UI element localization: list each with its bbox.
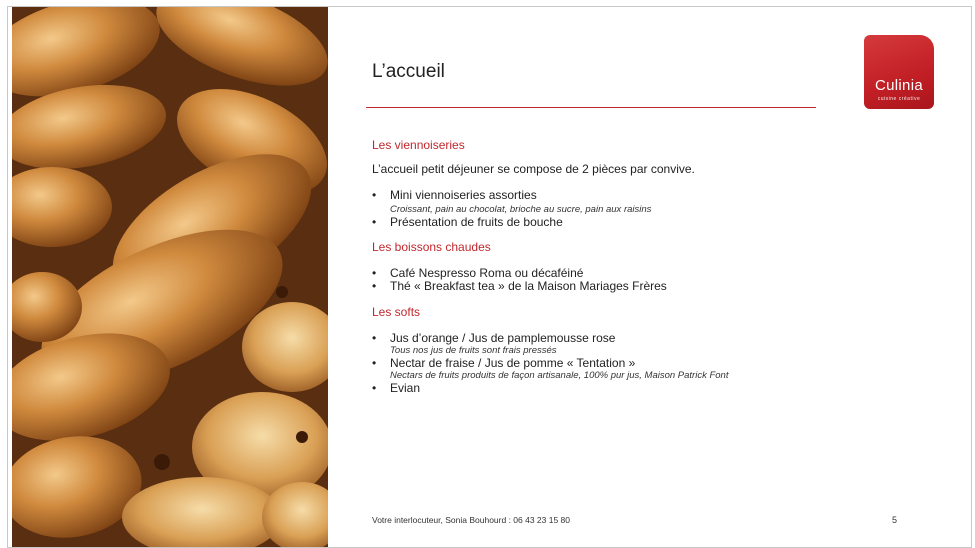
section-heading-boissons: Les boissons chaudes [372, 240, 491, 254]
list-item-note: Croissant, pain au chocolat, brioche au sucre, pain aux raisins [390, 204, 652, 215]
section-heading-softs: Les softs [372, 305, 421, 319]
footer-contact: Votre interlocuteur, Sonia Bouhourd : 06 43 23 15 80 [372, 515, 571, 525]
list-item-text: Jus d’orange / Jus de pamplemousse rose [390, 331, 616, 345]
list-item [372, 279, 667, 293]
list-item-note: Nectars de fruits produits de façon artisanale, 100% pur jus, Maison Patrick Font [390, 370, 729, 381]
list-item-text: Présentation de fruits de bouche [390, 215, 563, 229]
list-item [372, 215, 563, 229]
culinia-logo [864, 35, 934, 109]
list-item-text: Thé « Breakfast tea » de la Maison Mariages Frères [390, 279, 667, 293]
page-number: 5 [892, 515, 898, 525]
list-item-text: Mini viennoiseries assorties [390, 188, 537, 202]
list-item-text: Café Nespresso Roma ou décaféiné [390, 266, 584, 280]
bullet: • [372, 188, 377, 202]
logo-tagline: cuisine créative [877, 96, 921, 102]
slide [7, 6, 972, 548]
bullet: • [372, 331, 377, 345]
list-item [372, 356, 635, 370]
pastries-photo [12, 7, 328, 547]
intro-text: L’accueil petit déjeuner se compose de 2 pièces par convive. [372, 162, 695, 176]
list-item [372, 331, 615, 345]
section-heading-viennoiseries: Les viennoiseries [372, 138, 465, 152]
list-item-note: Tous nos jus de fruits sont frais pressés [390, 345, 557, 356]
list-item-text: Nectar de fraise / Jus de pomme « Tentation » [390, 356, 636, 370]
bullet: • [372, 381, 377, 395]
title-divider [366, 107, 816, 108]
logo-name: Culinia [875, 77, 923, 94]
page-title: L’accueil [372, 61, 445, 82]
list-item [372, 266, 583, 280]
list-item [372, 381, 420, 395]
list-item [372, 188, 537, 202]
list-item-text: Evian [390, 381, 421, 395]
bullet: • [372, 356, 377, 370]
bullet: • [372, 215, 377, 229]
bullet: • [372, 266, 377, 280]
bullet: • [372, 279, 377, 293]
